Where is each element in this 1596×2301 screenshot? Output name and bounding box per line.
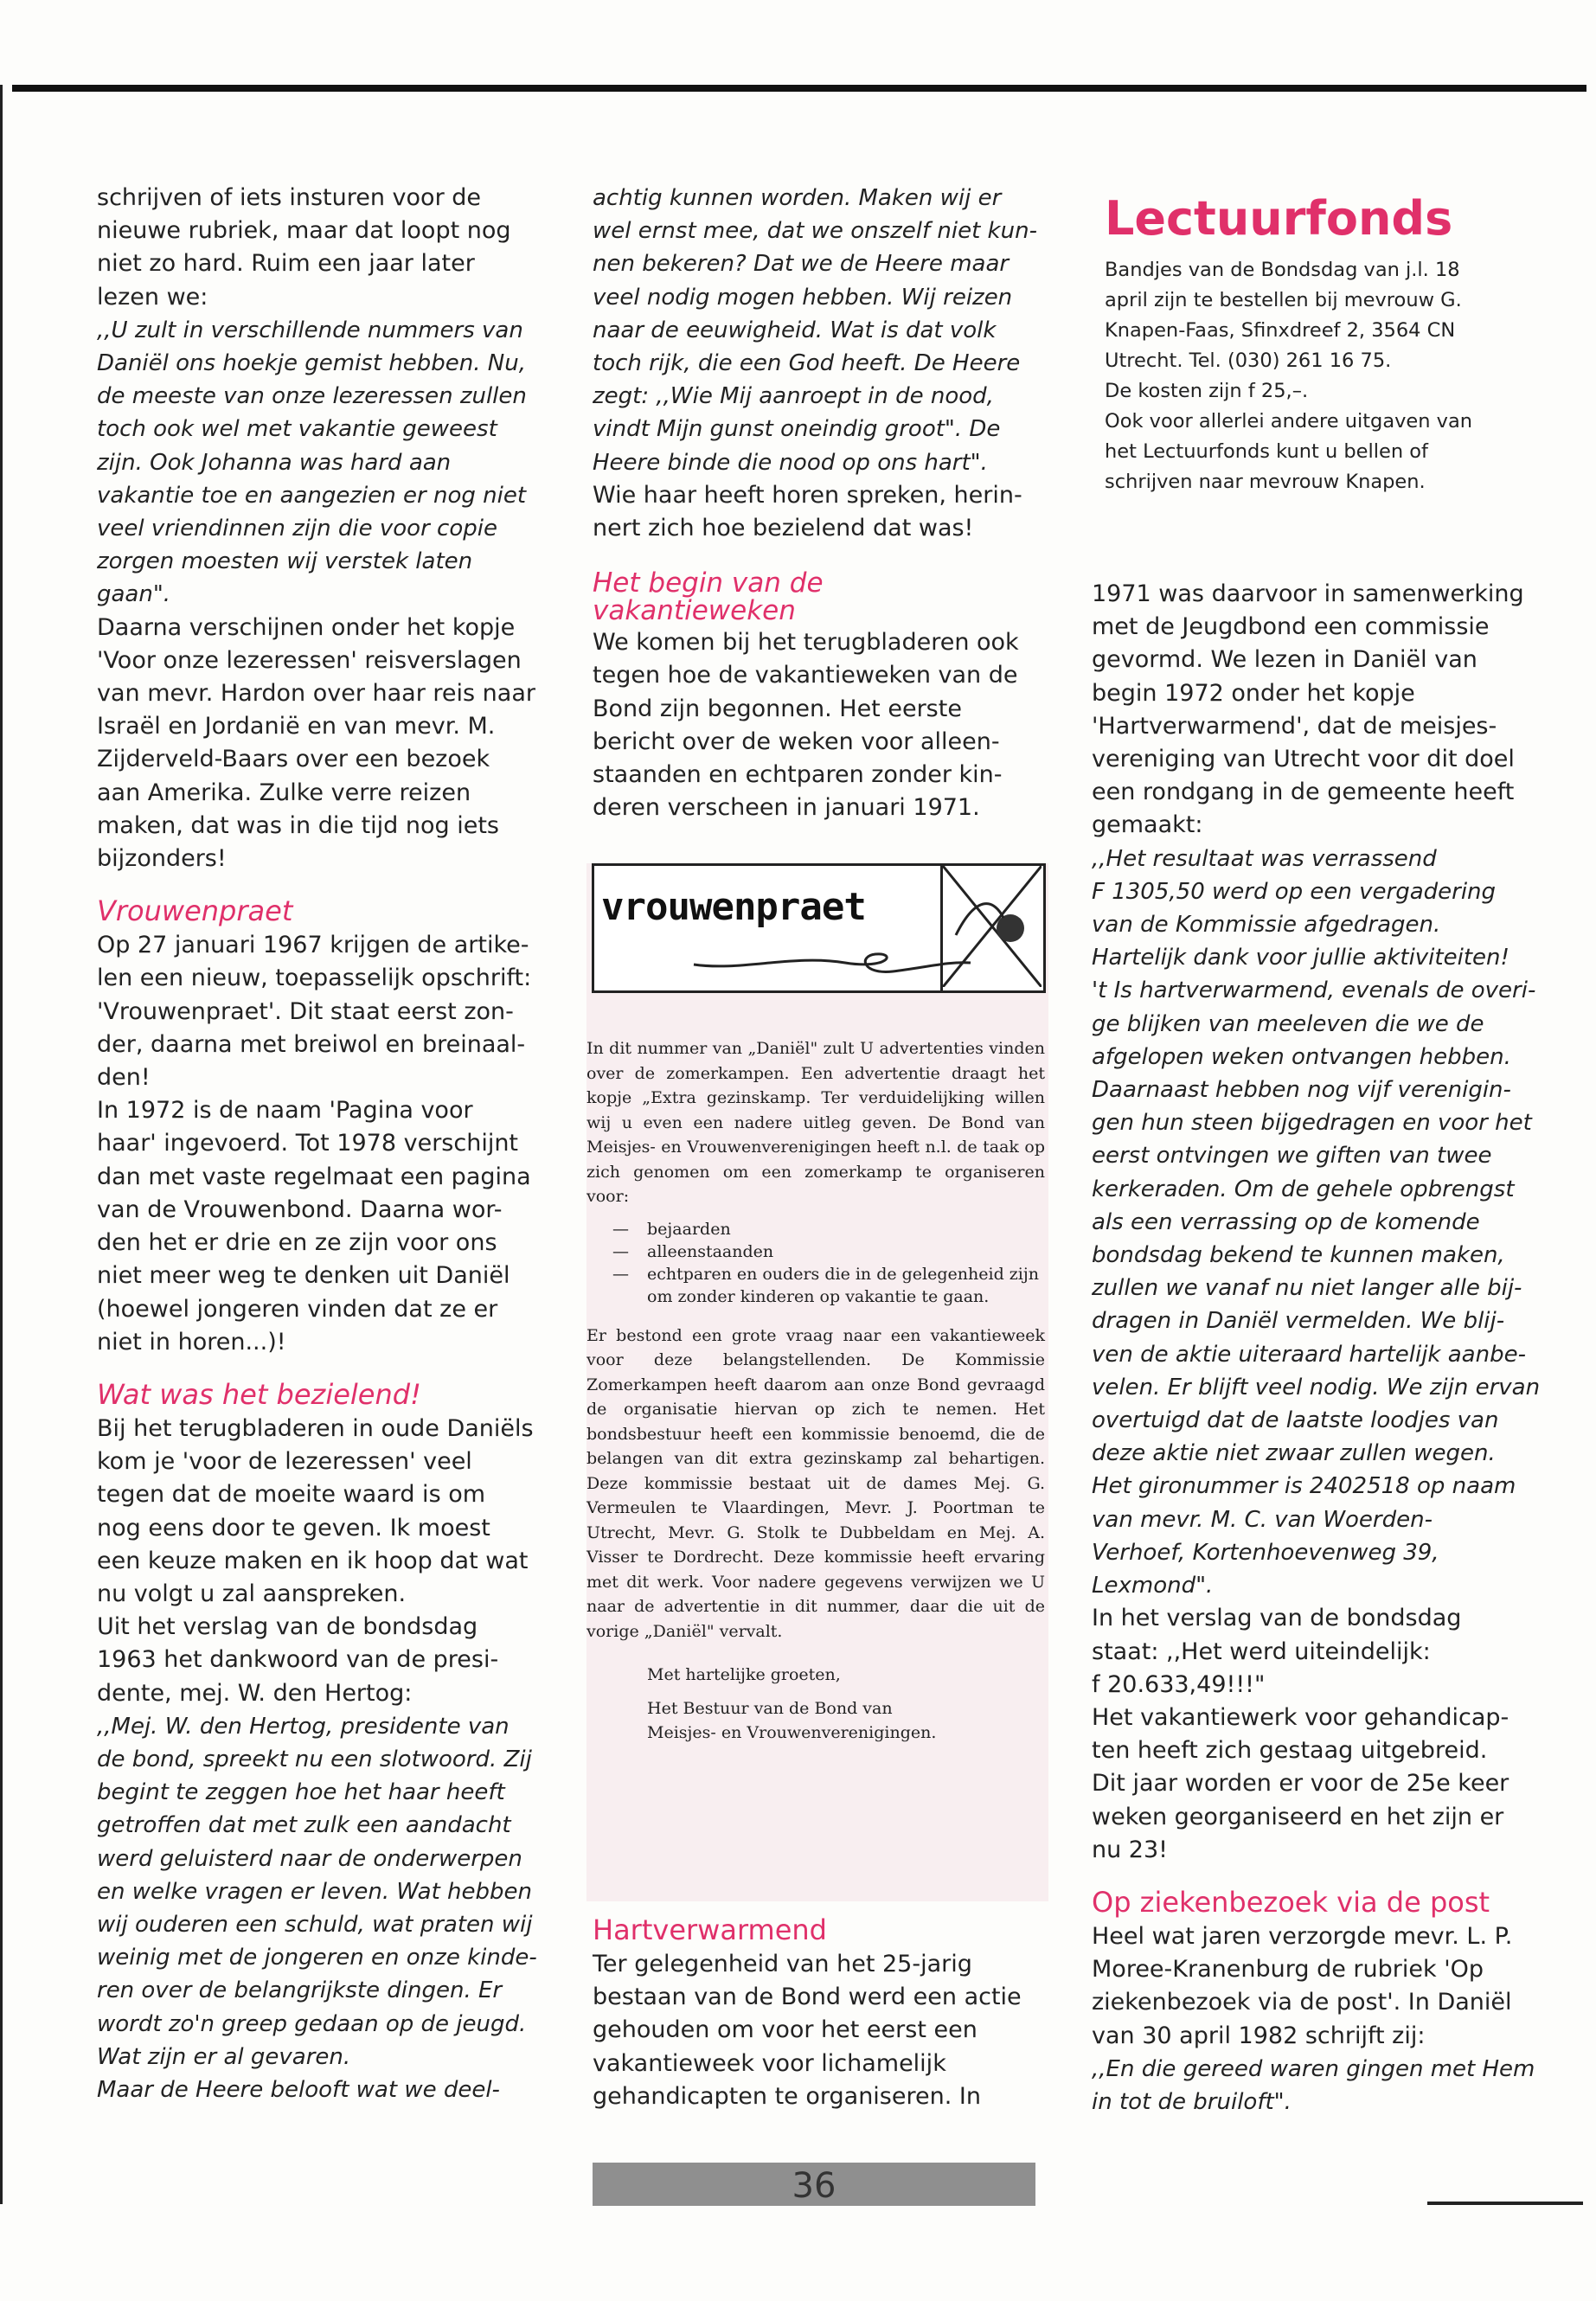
lectuurfonds-text: Bandjes van de Bondsdag van j.l. 18 april zijn te bestellen bij mevrouw G. Knapen-Faas, Sfinxdreef 2, 3564 CN Utrecht. Tel. (030) 261 16 75. De kosten zijn f 25,–. Ook voor allerlei andere uitgaven van het Lectuurfonds kunt u bellen of schrijven naar mevrouw Knapen. — [1105, 259, 1473, 493]
heading-begin-vakantieweken: Het begin van de vakantieweken — [593, 567, 824, 627]
clipping-paragraph: In dit nummer van „Daniël" zult U advertenties vinden over de zomerkampen. Een advertentie draagt het kopje „Extra gezinskamp. Ter verduidelijking willen wij u even een nadere uitleg geven. De Bond van Meisjes- en Vrouwenverenigingen heeft n.l. de taak op zich genomen om een zomerkamp te organiseren voor: — [586, 1039, 1045, 1206]
column-2 — [593, 182, 1042, 824]
list-item: — bejaarden — [586, 1218, 1045, 1240]
yarn-curl-icon — [689, 945, 975, 980]
paragraph: We komen bij het terugbladeren ook tegen hoe de vakantieweken van de Bond zijn begonnen. Het eerste bericht over de weken voor alleen- staanden en echtparen zonder kin- deren verscheen in januari 1971. — [593, 629, 1019, 822]
heading-vrouwenpraet: Vrouwenpraet — [97, 894, 293, 928]
page-number-bar — [593, 2163, 1035, 2206]
clipping-title: vrouwenpraet — [601, 885, 866, 929]
list-item: — echtparen en ouders die in de gelegenheid zijn om zonder kinderen op vakantie te gaan. — [586, 1263, 1045, 1308]
quote: ,,Het resultaat was verrassend F 1305,50 werd op een vergadering van de Kommissie afgedragen. Hartelijk dank voor jullie aktiviteiten! 't Is hartverwarmend, evenals de overi- ge blijken van meeleven die we de afgelopen weken ontvangen hebben. Daarnaast hebben nog vijf verenigin- gen hun steen bijgedragen en voor het eerst ontvingen we giften van twee kerkeraden. Om de gehele opbrengst als een verrassing op de komende bondsdag bekend te kunnen maken, zullen we vanaf nu niet langer alle bij- dragen in Daniël vermelden. We blij- ven de aktie uiteraard hartelijk aanbe- velen. Er blijft veel nodig. We zijn ervan overtuigd dat de laatste loodjes van deze aktie niet zwaar zullen wegen. Het gironummer is 2402518 op naam van mevr. M. C. van Woerden- Verhoef, Kortenhoevenweg 39, Lexmond". — [1092, 845, 1541, 1599]
clipping-greeting: Met hartelijke groeten, — [647, 1665, 841, 1684]
column-2-bottom — [593, 1913, 1042, 2113]
paragraph: Ter gelegenheid van het 25-jarig bestaan van de Bond werd een actie gehouden om voor het eerst een vakantieweek voor lichamelijk gehandicapten te organiseren. In — [593, 1951, 1022, 2110]
paragraph: Bij het terugbladeren in oude Daniëls kom je 'voor de lezeressen' veel tegen dat de moeite waard is om nog eens door te geven. Ik moest een keuze maken en ik hoop dat wat nu volgt u zal aanspreken. Uit het verslag van de bondsdag 1963 het dankwoord van de presi- dente, mej. W. den Hertog: — [97, 1414, 534, 1707]
paragraph: Heel wat jaren verzorgde mevr. L. P. Moree-Kranenburg de rubriek 'Op ziekenbezoek via de post'. In Daniël van 30 april 1982 schrijft zij: — [1092, 1922, 1513, 2049]
paragraph: Op 27 januari 1967 krijgen de artike- len een nieuw, toepasselijk opschrift: 'Vrouwenpraet'. Dit staat eerst zon- der, daarna met breiwol en breinaal- den! — [97, 932, 532, 1092]
page-number: 36 — [792, 2166, 836, 2206]
clipping-list — [586, 1218, 1045, 1308]
paragraph: schrijven of iets insturen voor de nieuwe rubriek, maar dat loopt nog niet zo hard. Ruim een jaar later lezen we: — [97, 184, 511, 311]
quote: ,,U zult in verschillende nummers van Daniël ons hoekje gemist hebben. Nu, de meeste van onze lezeressen zullen toch ook wel met vakantie geweest zijn. Ook Johanna was hard aan vakantie toe en aangezien er nog niet veel vriendinnen zijn die voor copie zorgen moesten wij verstek laten gaan". — [97, 317, 527, 608]
paragraph: Wie haar heeft horen spreken, herin- nert zich hoe bezielend dat was! — [593, 481, 1022, 542]
knitting-emblem-icon — [940, 866, 1047, 990]
heading-bezielend: Wat was het bezielend! — [97, 1377, 421, 1411]
list-item: — alleenstaanden — [586, 1240, 1045, 1263]
paragraph: In het verslag van de bondsdag staat: ,,Het werd uiteindelijk: f 20.633,49!!!" — [1092, 1605, 1462, 1698]
clipping-paragraph: Er bestond een grote vraag naar een vakantieweek voor deze belangstellenden. De Kommissie Zomerkampen heeft daarom aan onze Bond gevraagd de organisatie hiervan op zich te nemen. Het bondsbestuur heeft een kommissie benoemd, die de belangen van dit extra gezinskamp zal behartigen. Deze kommissie bestaat uit de dames Mej. G. Vermeulen te Vlaardingen, Mevr. J. Poortman te Utrecht, Mevr. G. Stolk te Dubbeldam en Mej. A. Visser te Dordrecht. Deze kommissie heeft ervaring met dit werk. Voor nadere gegevens verwijzen we U naar de advertentie in dit nummer, daar die uit de vorige „Daniël" vervalt. — [586, 1325, 1045, 1641]
lectuurfonds-box — [1105, 191, 1537, 497]
quote: ,,Mej. W. den Hertog, presidente van de bond, spreekt nu een slotwoord. Zij begint te zeggen hoe het haar heeft getroffen dat met zulk een aandacht werd geluisterd naar de onderwerpen en welke vragen er leven. Wat hebben wij ouderen een schuld, wat praten wij weinig met de jongeren en onze kinde- ren over de belangrijkste dingen. Er wordt zo'n greep gedaan op de jeugd. Wat zijn er al gevaren. Maar de Heere belooft wat we deel- — [97, 1713, 537, 2103]
page-edge — [0, 85, 3, 2204]
clipping-body — [586, 1036, 1054, 1746]
column-3 — [1092, 578, 1542, 2118]
vrouwenpraet-clipping — [586, 863, 1048, 1901]
column-1 — [97, 182, 547, 2106]
clipping-header — [592, 863, 1046, 993]
clipping-signature: Het Bestuur van de Bond van Meisjes- en Vrouwenverenigingen. — [647, 1698, 937, 1742]
heading-ziekenbezoek: Op ziekenbezoek via de post — [1092, 1885, 1490, 1919]
paragraph: Het vakantiewerk voor gehandicap- ten heeft zich gestaag uitgebreid. Dit jaar worden er voor de 25e keer weken georganiseerd en het zijn er nu 23! — [1092, 1703, 1509, 1863]
quote: achtig kunnen worden. Maken wij er wel ernst mee, dat we onszelf niet kun- nen bekeren? Dat we de Heere maar veel nodig mogen hebben. Wij reizen naar de eeuwigheid. Wat is dat volk toch rijk, die een God heeft. De Heere zegt: ,,Wie Mij aanroept in de nood, vindt Mijn gunst oneindig groot". De Heere binde die nood op ons hart". — [593, 185, 1037, 476]
top-rule — [12, 85, 1586, 92]
heading-hartverwarmend: Hartverwarmend — [593, 1913, 827, 1946]
paragraph: In 1972 is de naam 'Pagina voor haar' ingevoerd. Tot 1978 verschijnt dan met vaste regelmaat een pagina van de Vrouwenbond. Daarna wor- den het er drie en ze zijn voor ons niet meer weg te denken uit Daniël (hoewel jongeren vinden dat ze er niet in horen...)! — [97, 1097, 531, 1356]
paragraph: Daarna verschijnen onder het kopje 'Voor onze lezeressen' reisverslagen van mevr. Hardon over haar reis naar Israël en Jordanië en van mevr. M. Zijderveld-Baars over een bezoek aan Amerika. Zulke verre reizen maken, dat was in die tijd nog iets bijzonders! — [97, 613, 535, 873]
quote: ,,En die gereed waren gingen met Hem in tot de bruiloft". — [1092, 2055, 1535, 2115]
heading-lectuurfonds: Lectuurfonds — [1105, 191, 1453, 246]
bottom-right-rule — [1427, 2202, 1583, 2205]
paragraph: 1971 was daarvoor in samenwerking met de Jeugdbond een commissie gevormd. We lezen in Daniël van begin 1972 onder het kopje 'Hartverwarmend', dat de meisjes- vereniging van Utrecht voor dit doel een rondgang in de gemeente heeft gemaakt: — [1092, 580, 1524, 839]
